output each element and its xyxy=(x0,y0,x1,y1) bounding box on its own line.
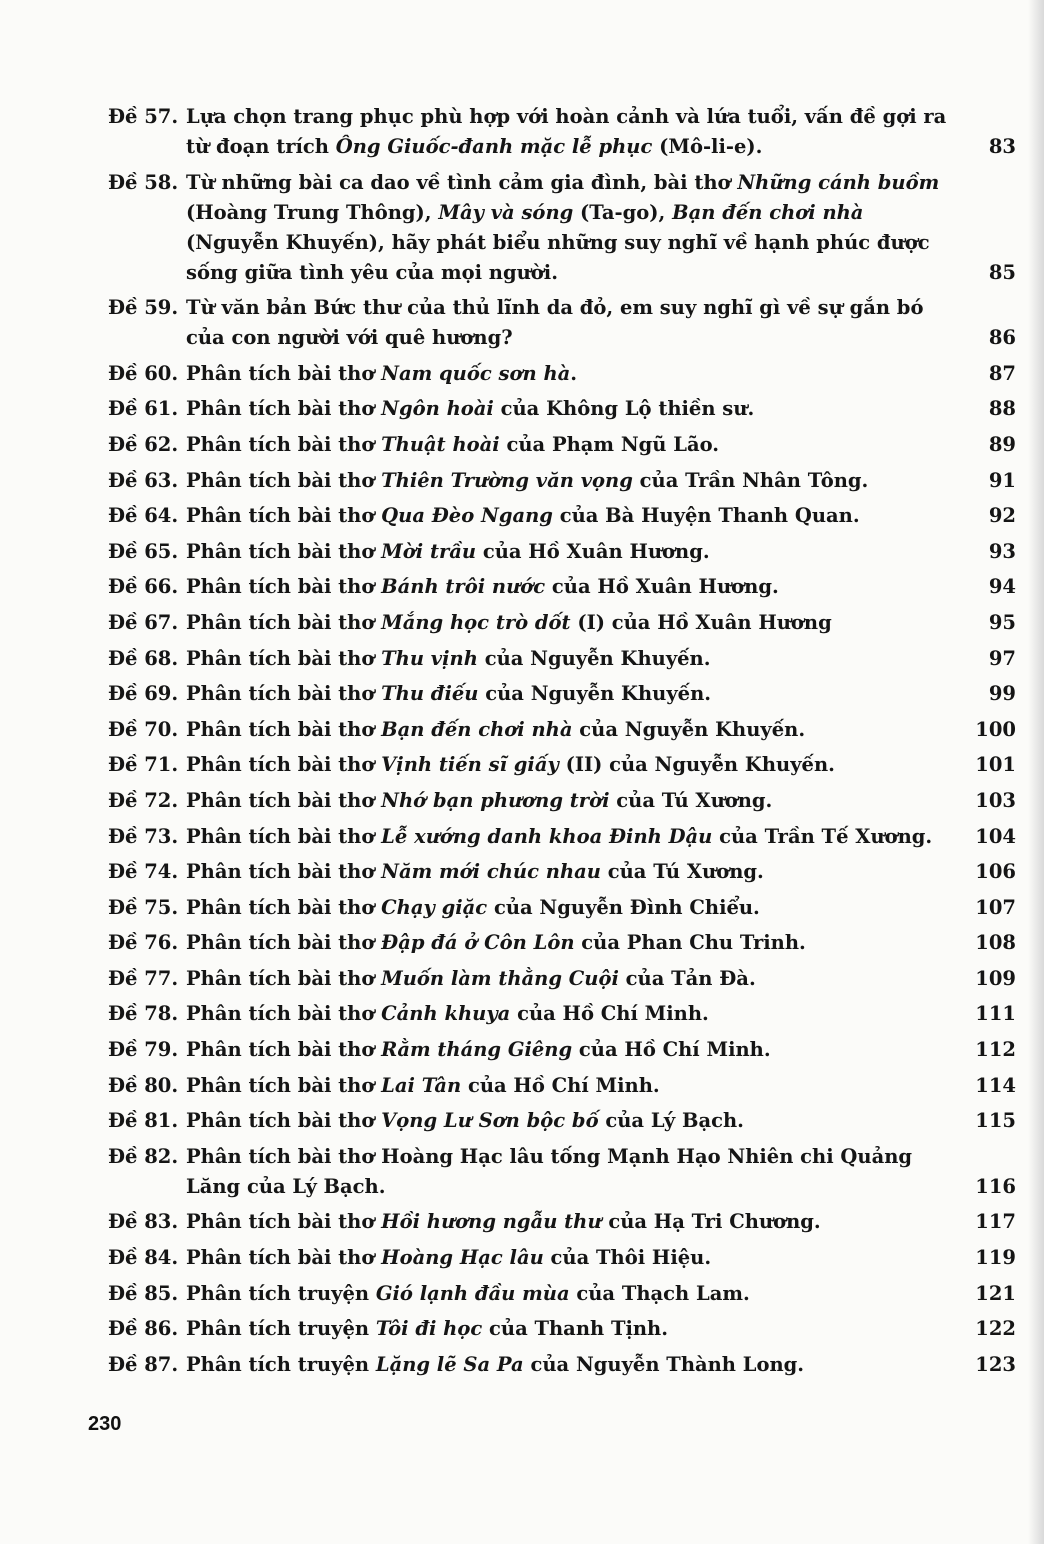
toc-entry-page: 93 xyxy=(988,539,1016,563)
toc-entry-title-italic: Thu điếu xyxy=(381,682,479,706)
toc-entry-title-italic: Lặng lẽ Sa Pa xyxy=(375,1352,524,1376)
toc-entry-title-text: của Bà Huyện Thanh Quan. xyxy=(552,504,860,528)
toc-entry-title xyxy=(186,430,962,460)
toc-entry-title-text: của Hồ Chí Minh. xyxy=(572,1038,771,1062)
toc-entry-label: Đề 64. xyxy=(108,504,179,528)
toc-entry-page: 88 xyxy=(988,397,1016,421)
toc-entry-title-text: của Hồ Xuân Hương. xyxy=(476,539,710,563)
toc-entry-title-italic: Rằm tháng Giêng xyxy=(381,1038,573,1062)
toc-entry-title-text: Phân tích bài thơ xyxy=(186,1210,382,1234)
toc-entry xyxy=(108,359,1020,389)
toc-entry-title xyxy=(186,1106,962,1136)
toc-entry-title-italic: Nam quốc sơn hà xyxy=(381,361,571,385)
toc-entry xyxy=(108,1142,1020,1202)
toc-entry xyxy=(108,1279,1020,1309)
toc-entry-title-text: của Trần Nhân Tông. xyxy=(632,468,869,492)
toc-entry-label: Đề 82. xyxy=(108,1144,179,1168)
toc-entry-page: 91 xyxy=(988,468,1016,492)
toc-entry-title xyxy=(186,608,962,638)
toc-entry-title-italic: Đập đá ở Côn Lôn xyxy=(381,931,575,955)
toc-entry-title xyxy=(186,786,962,816)
toc-entry-title-italic: Lai Tân xyxy=(381,1073,462,1097)
toc-entry-title-italic: Thuật hoài xyxy=(381,432,500,456)
toc-entry-title-text: Phân tích bài thơ xyxy=(186,717,382,741)
toc-entry-label: Đề 71. xyxy=(108,753,179,777)
toc-entry-title-italic: Bánh trôi nước xyxy=(381,575,546,599)
toc-entry-label: Đề 62. xyxy=(108,432,179,456)
toc-entry xyxy=(108,1071,1020,1101)
toc-entry-page: 123 xyxy=(975,1352,1016,1376)
toc-entry-title-text: của Hồ Chí Minh. xyxy=(461,1073,660,1097)
toc-entry xyxy=(108,501,1020,531)
toc-entry-title-text: Phân tích bài thơ xyxy=(186,860,382,884)
toc-entry-title-text: của Nguyễn Khuyến. xyxy=(477,646,711,670)
toc-entry-title-text: của Nguyễn Khuyến. xyxy=(572,717,806,741)
toc-entry-title-text: Phân tích bài thơ xyxy=(186,397,382,421)
toc-entry-title-italic: Những cánh buồm xyxy=(737,170,940,194)
toc-entry-label: Đề 59. xyxy=(108,296,179,320)
toc-entry-page: 117 xyxy=(975,1210,1016,1234)
toc-entry-title-italic: Bạn đến chơi nhà xyxy=(381,717,573,741)
toc-entry-title-text: của Phan Chu Trinh. xyxy=(574,931,806,955)
toc-entry-label: Đề 61. xyxy=(108,397,179,421)
page-number: 230 xyxy=(88,1413,122,1435)
toc-entry-title-text: Phân tích bài thơ xyxy=(186,824,382,848)
toc-entry-page: 111 xyxy=(975,1002,1016,1026)
toc-entry-title-italic: Thiên Trường văn vọng xyxy=(381,468,633,492)
toc-entry-title-italic: Mây và sóng xyxy=(438,200,574,224)
toc-entry-title xyxy=(186,168,962,288)
toc-entry-label: Đề 67. xyxy=(108,610,179,634)
toc-entry-label: Đề 63. xyxy=(108,468,179,492)
toc-entry-title-text: của Tú Xương. xyxy=(609,788,773,812)
toc-entry-title-text: Phân tích bài thơ xyxy=(186,753,382,777)
toc-entry-label: Đề 80. xyxy=(108,1073,179,1097)
toc-entry-title-text: (I) của Hồ Xuân Hương xyxy=(570,610,832,634)
toc-entry-title xyxy=(186,1350,962,1380)
toc-entry-label: Đề 58. xyxy=(108,170,179,194)
toc-entry-title-text: của Thôi Hiệu. xyxy=(543,1246,712,1270)
toc-entry-label: Đề 77. xyxy=(108,966,179,990)
toc-entry xyxy=(108,644,1020,674)
toc-entry-label: Đề 85. xyxy=(108,1281,179,1305)
toc-entry xyxy=(108,1106,1020,1136)
toc-entry-title-italic: Ông Giuốc-đanh mặc lễ phục xyxy=(335,135,653,158)
toc-entry-page: 101 xyxy=(975,753,1016,777)
toc-entry-label: Đề 70. xyxy=(108,717,179,741)
toc-entry-title-text: Phân tích truyện xyxy=(186,1281,376,1305)
toc-entry xyxy=(108,857,1020,887)
toc-entry-title xyxy=(186,466,962,496)
toc-entry-page: 106 xyxy=(975,860,1016,884)
toc-entry xyxy=(108,964,1020,994)
toc-entry-title-text: của Tản Đà. xyxy=(618,966,756,990)
toc-entry-label: Đề 65. xyxy=(108,539,179,563)
toc-entry-title-text: của Nguyễn Đình Chiểu. xyxy=(487,895,760,919)
toc-entry-page: 107 xyxy=(975,895,1016,919)
toc-entry-title-text: của Không Lộ thiền sư. xyxy=(493,397,755,421)
toc-entry-title xyxy=(186,999,962,1029)
toc-entry xyxy=(108,608,1020,638)
toc-entry-title-italic: Cảnh khuya xyxy=(381,1002,511,1026)
toc-entry-title-text: Phân tích bài thơ xyxy=(186,931,382,955)
toc-entry xyxy=(108,715,1020,745)
toc-entry-page: 103 xyxy=(975,788,1016,812)
toc-entry-title-italic: Bạn đến chơi nhà xyxy=(672,200,864,224)
toc-entry-title-text: Phân tích bài thơ xyxy=(186,361,382,385)
toc-entry-label: Đề 81. xyxy=(108,1109,179,1133)
toc-entry-page: 114 xyxy=(975,1073,1016,1097)
toc-entry-title-text: của Hạ Tri Chương. xyxy=(601,1210,821,1234)
toc-entry xyxy=(108,102,1020,162)
toc-entry-title-text: Phân tích truyện xyxy=(186,1352,376,1376)
toc-entry-title-text: (Mô-li-e). xyxy=(652,135,763,158)
toc-entry-title-text: Phân tích bài thơ xyxy=(186,788,382,812)
toc-entry-title-text: của Lý Bạch. xyxy=(598,1109,744,1133)
toc-entry xyxy=(108,466,1020,496)
toc-entry-title xyxy=(186,1142,962,1202)
toc-entry-page: 97 xyxy=(988,646,1016,670)
toc-entry-title-text: Phân tích bài thơ xyxy=(186,1246,382,1270)
toc-entry-page: 83 xyxy=(988,135,1016,158)
toc-entry-page: 112 xyxy=(975,1038,1016,1062)
toc-entry-title xyxy=(186,1071,962,1101)
toc-entry-page: 94 xyxy=(988,575,1016,599)
toc-entry-title-text: của Phạm Ngũ Lão. xyxy=(499,432,720,456)
page-edge-shadow xyxy=(1028,0,1044,1544)
toc-entry xyxy=(108,893,1020,923)
toc-entry-title xyxy=(186,501,962,531)
toc-entry-title-italic: Nhớ bạn phương trời xyxy=(381,788,610,812)
toc-entry-title-italic: Qua Đèo Ngang xyxy=(381,504,553,528)
toc-entry-title-italic: Vọng Lư Sơn bộc bố xyxy=(381,1109,599,1133)
toc-entry-page: 121 xyxy=(975,1281,1016,1305)
toc-entry-title-text: Phân tích bài thơ xyxy=(186,682,382,706)
toc-entry-page: 119 xyxy=(975,1246,1016,1270)
toc-entry-label: Đề 74. xyxy=(108,860,179,884)
toc-entry-title-text: Từ những bài ca dao về tình cảm gia đình, bài thơ xyxy=(186,170,738,194)
toc-entry xyxy=(108,1314,1020,1344)
toc-entry xyxy=(108,430,1020,460)
toc-entry-label: Đề 69. xyxy=(108,682,179,706)
toc-entry-title xyxy=(186,679,962,709)
toc-entry-label: Đề 83. xyxy=(108,1210,179,1234)
toc-entry-title-italic: Chạy giặc xyxy=(381,895,488,919)
toc-entry-title xyxy=(186,715,962,745)
toc-entry-page: 116 xyxy=(975,1174,1016,1198)
toc-entry-title-italic: Tôi đi học xyxy=(375,1317,483,1341)
toc-entry xyxy=(108,822,1020,852)
toc-entry-label: Đề 87. xyxy=(108,1352,179,1376)
toc-entry-title-text: Phân tích bài thơ xyxy=(186,504,382,528)
toc-entry-title xyxy=(186,1314,962,1344)
toc-entry-title xyxy=(186,394,962,424)
toc-entry-page: 89 xyxy=(988,432,1016,456)
toc-entry-title-text: Phân tích bài thơ xyxy=(186,1073,382,1097)
toc-entry-page: 108 xyxy=(975,931,1016,955)
toc-entry-title-text: Phân tích bài thơ xyxy=(186,575,382,599)
toc-entry-title xyxy=(186,1207,962,1237)
toc-entry-title-text: Phân tích bài thơ xyxy=(186,646,382,670)
toc-entry-page: 109 xyxy=(975,966,1016,990)
toc-entry-title-text: của Trần Tế Xương. xyxy=(712,824,933,848)
toc-entry-title xyxy=(186,822,962,852)
toc-entry-title-italic: Mắng học trò dốt xyxy=(381,610,571,634)
toc-entry-title-text: . xyxy=(570,361,578,385)
toc-entry-title xyxy=(186,750,962,780)
toc-entry-page: 95 xyxy=(988,610,1016,634)
toc-entry-title-italic: Hoàng Hạc lâu xyxy=(381,1246,544,1270)
toc-entry-title-text: Phân tích bài thơ xyxy=(186,468,382,492)
toc-entry-label: Đề 76. xyxy=(108,931,179,955)
toc-entry-label: Đề 72. xyxy=(108,788,179,812)
toc-entry-title-italic: Gió lạnh đầu mùa xyxy=(375,1281,570,1305)
toc-entry-title xyxy=(186,644,962,674)
toc-entry-title-italic: Lễ xướng danh khoa Đinh Dậu xyxy=(381,824,713,848)
toc-entry-page: 92 xyxy=(988,504,1016,528)
toc-entry-title-italic: Muốn làm thằng Cuội xyxy=(381,966,619,990)
toc-entry-title-text: Phân tích bài thơ Hoàng Hạc lâu tống Mạnh Hạo Nhiên chi Quảng Lăng của Lý Bạch. xyxy=(186,1144,913,1198)
toc-entry-title xyxy=(186,1279,962,1309)
table-of-contents xyxy=(108,102,1020,1385)
toc-entry xyxy=(108,928,1020,958)
toc-entry-label: Đề 75. xyxy=(108,895,179,919)
toc-entry xyxy=(108,537,1020,567)
toc-entry-title xyxy=(186,1035,962,1065)
toc-entry-title-text: của Thạch Lam. xyxy=(569,1281,750,1305)
toc-entry-page: 104 xyxy=(975,824,1016,848)
toc-entry-title-text: Lựa chọn trang phục phù hợp với hoàn cảnh và lứa tuổi, vấn đề gợi ra từ đoạn trích xyxy=(186,105,947,158)
toc-entry xyxy=(108,1243,1020,1273)
toc-entry-title-text: (Nguyễn Khuyến), hãy phát biểu những suy nghĩ về hạnh phúc được sống giữa tình yêu của mọi người. xyxy=(186,230,930,284)
toc-entry-title xyxy=(186,964,962,994)
toc-entry-title-text: Phân tích bài thơ xyxy=(186,610,382,634)
toc-entry-page: 87 xyxy=(988,361,1016,385)
toc-entry-label: Đề 57. xyxy=(108,105,179,128)
toc-entry-title xyxy=(186,572,962,602)
toc-entry-page: 85 xyxy=(988,260,1016,284)
toc-entry-title-text: Phân tích bài thơ xyxy=(186,432,382,456)
toc-entry xyxy=(108,1035,1020,1065)
toc-entry-label: Đề 73. xyxy=(108,824,179,848)
toc-entry xyxy=(108,168,1020,288)
toc-entry xyxy=(108,786,1020,816)
toc-entry-title xyxy=(186,1243,962,1273)
toc-entry-title xyxy=(186,928,962,958)
toc-entry-title-text: của Nguyễn Khuyến. xyxy=(478,682,712,706)
toc-entry-label: Đề 78. xyxy=(108,1002,179,1026)
toc-entry-label: Đề 68. xyxy=(108,646,179,670)
toc-entry-title-text: của Nguyễn Thành Long. xyxy=(523,1352,805,1376)
toc-entry-title-italic: Ngôn hoài xyxy=(381,397,494,421)
toc-entry-label: Đề 66. xyxy=(108,575,179,599)
toc-entry-page: 86 xyxy=(988,326,1016,350)
toc-entry-title-text: của Thanh Tịnh. xyxy=(482,1317,669,1341)
toc-entry-title-text: (Ta-go), xyxy=(573,200,673,224)
toc-entry-title xyxy=(186,893,962,923)
toc-entry-page: 122 xyxy=(975,1317,1016,1341)
toc-entry-page: 100 xyxy=(975,717,1016,741)
toc-entry-page: 115 xyxy=(975,1109,1016,1133)
toc-entry-title-text: của Hồ Chí Minh. xyxy=(510,1002,709,1026)
toc-entry-title xyxy=(186,293,962,353)
toc-entry xyxy=(108,1350,1020,1380)
toc-entry-title-italic: Hồi hương ngẫu thư xyxy=(381,1210,602,1234)
toc-entry-title-text: Phân tích truyện xyxy=(186,1317,376,1341)
toc-entry-title-text: Phân tích bài thơ xyxy=(186,966,382,990)
toc-entry xyxy=(108,572,1020,602)
toc-entry xyxy=(108,999,1020,1029)
toc-entry xyxy=(108,679,1020,709)
toc-entry-title-text: Phân tích bài thơ xyxy=(186,539,382,563)
toc-entry xyxy=(108,293,1020,353)
toc-entry-title-text: Phân tích bài thơ xyxy=(186,1002,382,1026)
toc-entry-title-text: Phân tích bài thơ xyxy=(186,1038,382,1062)
toc-entry-title-italic: Năm mới chúc nhau xyxy=(381,860,601,884)
toc-entry-title-text: Từ văn bản Bức thư của thủ lĩnh da đỏ, em suy nghĩ gì về sự gắn bó của con người với quê hương? xyxy=(186,296,924,350)
toc-entry-title-text: (II) của Nguyễn Khuyến. xyxy=(558,753,835,777)
toc-entry-title-text: của Hồ Xuân Hương. xyxy=(545,575,779,599)
toc-entry-title xyxy=(186,857,962,887)
toc-entry xyxy=(108,394,1020,424)
toc-entry-title-text: Phân tích bài thơ xyxy=(186,1109,382,1133)
toc-entry-page: 99 xyxy=(988,682,1016,706)
toc-entry-title-italic: Thu vịnh xyxy=(381,646,478,670)
toc-entry-title-italic: Vịnh tiến sĩ giấy xyxy=(381,753,559,777)
toc-entry-label: Đề 86. xyxy=(108,1317,179,1341)
toc-entry-title-text: Phân tích bài thơ xyxy=(186,895,382,919)
toc-entry-title xyxy=(186,102,962,162)
toc-entry xyxy=(108,750,1020,780)
toc-entry-label: Đề 79. xyxy=(108,1038,179,1062)
toc-entry-label: Đề 84. xyxy=(108,1246,179,1270)
toc-entry-title xyxy=(186,359,962,389)
toc-entry-title xyxy=(186,537,962,567)
toc-entry-title-text: của Tú Xương. xyxy=(600,860,764,884)
toc-entry-label: Đề 60. xyxy=(108,361,179,385)
toc-entry-title-text: (Hoàng Trung Thông), xyxy=(186,200,439,224)
toc-entry xyxy=(108,1207,1020,1237)
toc-entry-title-italic: Mời trầu xyxy=(381,539,477,563)
